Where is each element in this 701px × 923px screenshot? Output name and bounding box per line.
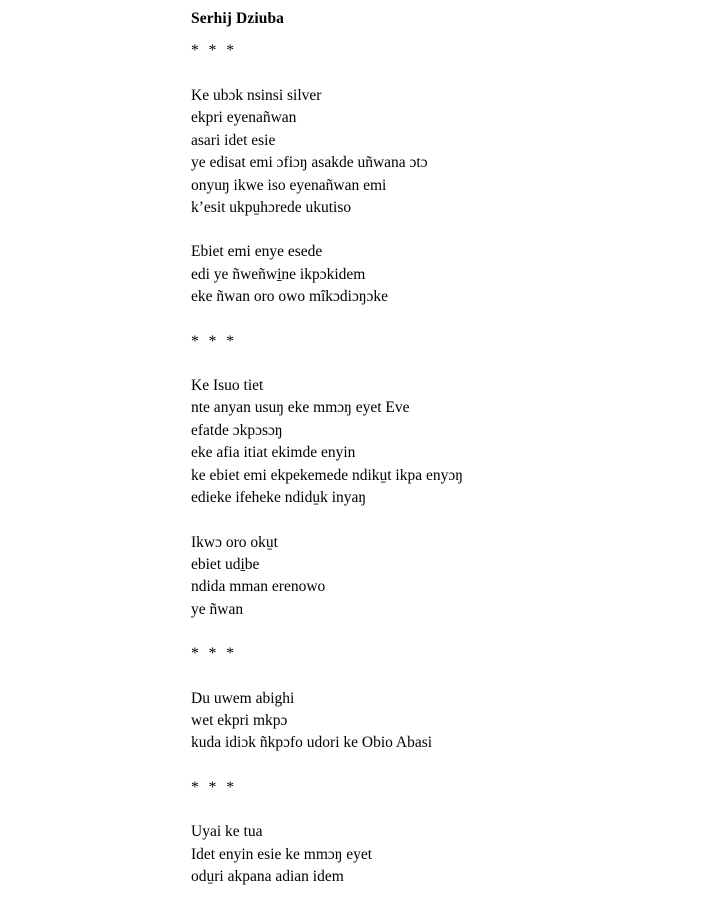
poem-line: wet ekpri mkpɔ: [191, 712, 288, 729]
stanza: [191, 375, 661, 509]
section-separator: * * *: [191, 645, 237, 663]
poem-line: eke afia itiat ekimde enyin: [191, 444, 356, 462]
poem-line: asari idet esie: [191, 131, 276, 149]
spacer: [191, 309, 661, 331]
section-separator: * * *: [191, 42, 237, 60]
poem-line: ye ñwan: [191, 600, 244, 618]
poem-line: ekpri eyenañwan: [191, 109, 297, 127]
stanza: [191, 532, 661, 622]
spacer: [191, 755, 661, 777]
stanza: [191, 241, 661, 308]
stanza: [191, 85, 661, 219]
spacer: [191, 353, 661, 375]
poem-line: kʼesit ukpu̱hɔrede ukutiso: [191, 198, 352, 216]
poem-line: Ebiet emi enye esede: [191, 243, 323, 261]
poem-line: edieke ifeheke ndidu̱k inyaŋ: [191, 489, 367, 507]
poem-line: Ke ubɔk nsinsi silver: [191, 86, 322, 104]
spacer: [191, 621, 661, 643]
stanza: [191, 821, 661, 888]
poem-line: efatde ɔkpɔsɔŋ: [191, 421, 283, 439]
spacer: [191, 666, 661, 688]
poem-line: Ikwɔ oro oku̱t: [191, 533, 278, 551]
section-separator: * * *: [191, 332, 237, 350]
poem-line: kuda idiɔk ñkpɔfo udori ke Obio Abasi: [191, 734, 433, 752]
poem-line: Ke Isuo tiet: [191, 377, 264, 395]
poem-line: ndida mman erenowo: [191, 578, 326, 596]
section-separator: * * *: [191, 778, 237, 796]
stanza: [191, 688, 661, 755]
poem-line: Uyai ke tua: [191, 823, 263, 841]
spacer: [191, 510, 661, 532]
page-title: Serhij Dziuba: [191, 10, 285, 27]
poem-line: ebiet udi̱be: [191, 555, 260, 573]
poem-line: onyuŋ ikwe iso eyenañwan emi: [191, 176, 387, 194]
spacer: [191, 63, 661, 85]
poem-line: eke ñwan oro owo mîkɔdiɔŋɔke: [191, 288, 389, 306]
poem-line: Du uwem abighi: [191, 689, 295, 707]
poem-line: ye edisat emi ɔfiɔŋ asakde uñwana ɔtɔ: [191, 154, 428, 172]
poem-line: ke ebiet emi ekpekemede ndiku̱t ikpa enyɔŋ: [191, 466, 463, 484]
poem-line: nte anyan usuŋ eke mmɔŋ eyet Eve: [191, 399, 410, 417]
poem-line: Idet enyin esie ke mmɔŋ eyet: [191, 845, 373, 863]
poem-line: edi ye ñweñwi̱ne ikpɔkidem: [191, 265, 366, 283]
spacer: [191, 219, 661, 241]
poem-line: odu̱ri akpana adian idem: [191, 868, 344, 886]
spacer: [191, 799, 661, 821]
